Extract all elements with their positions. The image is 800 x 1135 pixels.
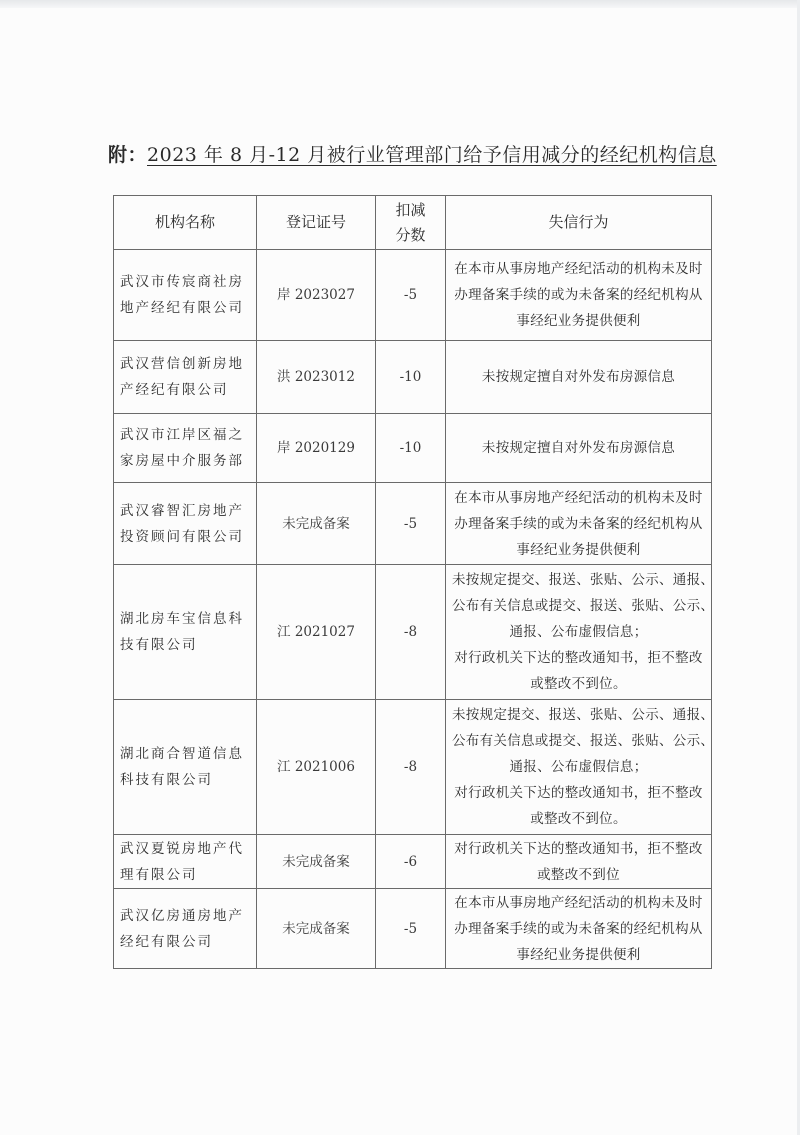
behavior-line: 在本市从事房地产经纪活动的机构未及时 <box>454 489 703 506</box>
behavior-line: 在本市从事房地产经纪活动的机构未及时 <box>454 261 703 277</box>
behavior-line: 办理备案手续的或为未备案的经纪机构从 <box>454 515 703 532</box>
table-row <box>114 889 712 969</box>
header-deduction-line1: 扣减 <box>395 200 426 219</box>
title-prefix: 附： <box>108 144 148 166</box>
registration-no: 岸 2023027 <box>257 250 376 341</box>
table-row <box>114 483 712 565</box>
agency-name: 武汉睿智汇房地产投资顾问有限公司 <box>114 483 257 565</box>
table-row <box>114 250 712 341</box>
title-text: 2023 年 8 月-12 月被行业管理部门给予信用减分的经纪机构信息 <box>147 144 717 166</box>
behavior-line: 事经纪业务提供便利 <box>516 541 641 558</box>
registration-no: 未完成备案 <box>257 483 376 565</box>
behavior-line: 未按规定擅自对外发布房源信息 <box>481 440 676 456</box>
behavior-line: 办理备案手续的或为未备案的经纪机构从 <box>454 920 703 937</box>
behavior-line: 对行政机关下达的整改通知书，拒不整改 <box>454 785 703 801</box>
behavior-line: 对行政机关下达的整改通知书，拒不整改 <box>454 650 703 666</box>
dishonest-behavior <box>446 565 715 700</box>
table-row <box>114 700 712 835</box>
header-registration-no: 登记证号 <box>257 196 376 250</box>
behavior-line: 在本市从事房地产经纪活动的机构未及时 <box>454 894 703 911</box>
registration-no: 江 2021027 <box>257 565 376 700</box>
behavior-line: 未按规定提交、报送、张贴、公示、通报、 <box>452 572 715 588</box>
header-agency-name: 机构名称 <box>114 196 257 250</box>
table-row <box>114 414 712 483</box>
table-header-row <box>114 196 712 250</box>
agency-name: 武汉市江岸区福之家房屋中介服务部 <box>114 414 257 483</box>
behavior-line: 事经纪业务提供便利 <box>516 313 641 329</box>
registration-no: 未完成备案 <box>257 835 376 889</box>
behavior-line: 或整改不到位。 <box>530 676 627 692</box>
behavior-line: 通报、公布虚假信息； <box>509 624 648 640</box>
registration-no: 江 2021006 <box>257 700 376 835</box>
dishonest-behavior <box>446 341 712 414</box>
behavior-line: 事经纪业务提供便利 <box>516 946 641 963</box>
behavior-line: 对行政机关下达的整改通知书，拒不整改 <box>454 840 703 857</box>
behavior-line: 或整改不到位 <box>537 866 620 883</box>
behavior-line: 办理备案手续的或为未备案的经纪机构从 <box>454 287 703 303</box>
agency-name: 湖北商合智道信息科技有限公司 <box>114 700 257 835</box>
header-deduction-line2: 分数 <box>395 225 426 244</box>
deduction-score: -8 <box>376 700 446 835</box>
behavior-line: 或整改不到位。 <box>530 811 627 827</box>
deduction-score: -5 <box>376 889 446 969</box>
dishonest-behavior <box>446 700 715 835</box>
dishonest-behavior <box>446 414 712 483</box>
deduction-score: -10 <box>376 414 446 483</box>
deduction-score: -10 <box>376 341 446 414</box>
agency-name: 湖北房车宝信息科技有限公司 <box>114 565 257 700</box>
behavior-line: 通报、公布虚假信息； <box>509 759 648 775</box>
behavior-line: 未按规定提交、报送、张贴、公示、通报、 <box>452 707 715 723</box>
dishonest-behavior <box>446 250 712 341</box>
document-title <box>108 140 717 167</box>
agency-name: 武汉亿房通房地产经纪有限公司 <box>114 889 257 969</box>
header-deduction <box>376 196 446 250</box>
deduction-score: -6 <box>376 835 446 889</box>
deduction-score: -5 <box>376 250 446 341</box>
table-row <box>114 341 712 414</box>
header-behavior: 失信行为 <box>446 196 712 250</box>
table-row <box>114 565 712 700</box>
agency-credit-deduction-table <box>113 195 715 969</box>
behavior-line: 公布有关信息或提交、报送、张贴、公示、 <box>452 598 715 614</box>
agency-name: 武汉营信创新房地产经纪有限公司 <box>114 341 257 414</box>
dishonest-behavior <box>446 889 712 969</box>
agency-name: 武汉市传宸商社房地产经纪有限公司 <box>114 250 257 341</box>
behavior-line: 未按规定擅自对外发布房源信息 <box>481 369 676 385</box>
behavior-line: 公布有关信息或提交、报送、张贴、公示、 <box>452 733 715 749</box>
dishonest-behavior <box>446 483 712 565</box>
scan-edge-top <box>0 0 800 8</box>
deduction-score: -8 <box>376 565 446 700</box>
registration-no: 未完成备案 <box>257 889 376 969</box>
agency-name: 武汉夏锐房地产代理有限公司 <box>114 835 257 889</box>
table-row <box>114 835 712 889</box>
registration-no: 洪 2023012 <box>257 341 376 414</box>
registration-no: 岸 2020129 <box>257 414 376 483</box>
dishonest-behavior <box>446 835 712 889</box>
deduction-score: -5 <box>376 483 446 565</box>
